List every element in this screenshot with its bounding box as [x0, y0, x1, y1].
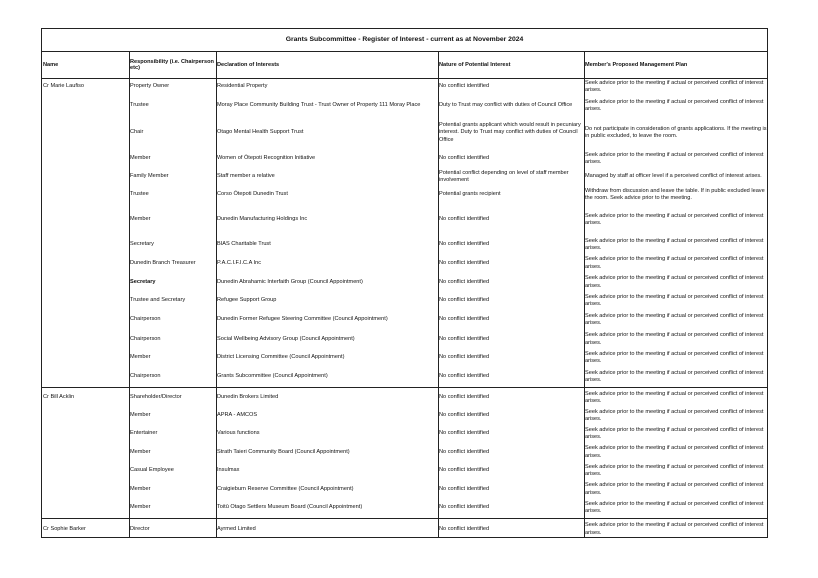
responsibility-cell: Secretary [130, 278, 156, 285]
declaration-cell: Dunedin Manufacturing Holdings Inc [217, 216, 308, 223]
management-plan-cell: Seek advice prior to the meeting if actual or perceived conflict of interest arises. [585, 463, 764, 477]
register-table [41, 28, 768, 538]
responsibility-cell: Trustee [130, 102, 149, 109]
nature-cell: No conflict identified [439, 278, 490, 285]
member-divider [42, 518, 767, 519]
management-plan-cell: Seek advice prior to the meeting if actual or perceived conflict of interest arises. [585, 312, 764, 326]
responsibility-cell: Shareholder/Director [130, 394, 182, 401]
responsibility-cell: Casual Employee [130, 467, 174, 474]
responsibility-cell: Member [130, 485, 151, 492]
nature-cell: No conflict identified [439, 485, 490, 492]
nature-cell: No conflict identified [439, 259, 490, 266]
nature-cell: No conflict identified [439, 412, 490, 419]
declaration-cell: Various functions [217, 430, 260, 437]
declaration-cell: APRA - AMCOS [217, 412, 258, 419]
management-plan-cell: Managed by staff at officer level if a perceived conflict of interest arises. [585, 173, 762, 180]
management-plan-cell: Seek advice prior to the meeting if actual or perceived conflict of interest arises. [585, 408, 764, 422]
responsibility-cell: Trustee [130, 191, 149, 198]
column-header-management-plan: Member's Proposed Management Plan [585, 61, 688, 68]
responsibility-cell: Secretary [130, 241, 154, 248]
nature-cell: No conflict identified [439, 504, 490, 511]
column-header-responsibility: Responsibility (i.e. Chairperson etc) [130, 58, 214, 71]
nature-cell: Potential grants applicant which would result in pecuniary interest. Duty to Trust may conflict with duties of Council Office [439, 122, 581, 143]
member-name: Cr Bill Acklin [43, 394, 75, 401]
column-header-nature: Nature of Potential Interest [439, 61, 511, 68]
management-plan-cell: Seek advice prior to the meeting if actual or perceived conflict of interest arises. [585, 369, 764, 383]
responsibility-cell: Property Owner [130, 83, 170, 90]
management-plan-cell: Seek advice prior to the meeting if actual or perceived conflict of interest arises. [585, 445, 764, 459]
declaration-cell: Refugee Support Group [217, 297, 277, 304]
responsibility-cell: Member [130, 448, 151, 455]
management-plan-cell: Seek advice prior to the meeting if actual or perceived conflict of interest arises. [585, 98, 764, 112]
member-name: Cr Marie Laufiso [43, 83, 85, 90]
declaration-cell: Strath Taieri Community Board (Council Appointment) [217, 448, 350, 455]
management-plan-cell: Seek advice prior to the meeting if actual or perceived conflict of interest arises. [585, 332, 764, 346]
nature-cell: No conflict identified [439, 216, 490, 223]
management-plan-cell: Do not participate in consideration of grants applications. If the meeting is in public excluded, to leave the room. [585, 125, 767, 139]
declaration-cell: BIAS Charitable Trust [217, 241, 271, 248]
nature-cell: Potential conflict depending on level of staff member involvement [439, 169, 569, 183]
responsibility-cell: Member [130, 412, 151, 419]
responsibility-cell: Member [130, 216, 151, 223]
column-header-name: Name [43, 61, 59, 68]
declaration-cell: Insulmax [217, 467, 240, 474]
declaration-cell: Dunedin Former Refugee Steering Committee (Council Appointment) [217, 316, 388, 323]
management-plan-cell: Seek advice prior to the meeting if actual or perceived conflict of interest arises. [585, 500, 764, 514]
responsibility-cell: Trustee and Secretary [130, 297, 186, 304]
nature-cell: No conflict identified [439, 354, 490, 361]
declaration-cell: Corso Ōtepoti Dunedin Trust [217, 191, 288, 198]
responsibility-cell: Entertainer [130, 430, 158, 437]
management-plan-cell: Seek advice prior to the meeting if actual or perceived conflict of interest arises. [585, 237, 764, 251]
responsibility-cell: Dunedin Branch Treasurer [130, 259, 196, 266]
declaration-cell: Social Wellbeing Advisory Group (Council Appointment) [217, 335, 355, 342]
declaration-cell: Ayrmed Limited [217, 525, 256, 532]
declaration-cell: Moray Place Community Building Trust - Trust Owner of Property 111 Moray Place [217, 102, 421, 109]
management-plan-cell: Seek advice prior to the meeting if actual or perceived conflict of interest arises. [585, 426, 764, 440]
declaration-cell: Dunedin Brokers Limited [217, 394, 279, 401]
management-plan-cell: Seek advice prior to the meeting if actual or perceived conflict of interest arises. [585, 275, 764, 289]
management-plan-cell: Withdraw from discussion and leave the table. If in public excluded leave the room. Seek advice prior to the meeting. [585, 187, 765, 201]
register-title: Grants Subcommittee - Register of Interest - current as at November 2024 [42, 29, 767, 52]
responsibility-cell: Member [130, 155, 151, 162]
responsibility-cell: Member [130, 354, 151, 361]
declaration-cell: Dunedin Abrahamic Interfaith Group (Council Appointment) [217, 278, 363, 285]
responsibility-cell: Member [130, 504, 151, 511]
declaration-cell: Residential Property [217, 83, 268, 90]
nature-cell: No conflict identified [439, 155, 490, 162]
nature-cell: No conflict identified [439, 335, 490, 342]
declaration-cell: Grants Subcommittee (Council Appointment) [217, 373, 328, 380]
member-divider [42, 387, 767, 388]
management-plan-cell: Seek advice prior to the meeting if actual or perceived conflict of interest arises. [585, 256, 764, 270]
responsibility-cell: Family Member [130, 173, 169, 180]
declaration-cell: Toitū Otago Settlers Museum Board (Council Appointment) [217, 504, 363, 511]
management-plan-cell: Seek advice prior to the meeting if actual or perceived conflict of interest arises. [585, 390, 764, 404]
declaration-cell: Craigieburn Reserve Committee (Council Appointment) [217, 485, 354, 492]
responsibility-cell: Chair [130, 129, 144, 136]
responsibility-cell: Chairperson [130, 373, 161, 380]
declaration-cell: Staff member a relative [217, 173, 275, 180]
declaration-cell: District Licensing Committee (Council Appointment) [217, 354, 345, 361]
nature-cell: No conflict identified [439, 394, 490, 401]
column-header-declaration: Declaration of Interests [217, 61, 280, 68]
management-plan-cell: Seek advice prior to the meeting if actual or perceived conflict of interest arises. [585, 151, 764, 165]
nature-cell: No conflict identified [439, 467, 490, 474]
nature-cell: No conflict identified [439, 525, 490, 532]
nature-cell: No conflict identified [439, 83, 490, 90]
nature-cell: No conflict identified [439, 373, 490, 380]
management-plan-cell: Seek advice prior to the meeting if actual or perceived conflict of interest arises. [585, 212, 764, 226]
declaration-cell: Women of Ōtepoti Recognition Initiative [217, 155, 316, 162]
nature-cell: No conflict identified [439, 241, 490, 248]
management-plan-cell: Seek advice prior to the meeting if actual or perceived conflict of interest arises. [585, 522, 764, 536]
declaration-cell: P.A.C.I.F.I.C.A Inc [217, 259, 262, 266]
responsibility-cell: Chairperson [130, 335, 161, 342]
nature-cell: No conflict identified [439, 297, 490, 304]
nature-cell: No conflict identified [439, 430, 490, 437]
management-plan-cell: Seek advice prior to the meeting if actual or perceived conflict of interest arises. [585, 79, 764, 93]
management-plan-cell: Seek advice prior to the meeting if actual or perceived conflict of interest arises. [585, 482, 764, 496]
declaration-cell: Otago Mental Health Support Trust [217, 129, 304, 136]
member-name: Cr Sophie Barker [43, 525, 86, 532]
management-plan-cell: Seek advice prior to the meeting if actual or perceived conflict of interest arises. [585, 293, 764, 307]
nature-cell: No conflict identified [439, 448, 490, 455]
nature-cell: Duty to Trust may conflict with duties of Council Office [439, 102, 573, 109]
nature-cell: No conflict identified [439, 316, 490, 323]
management-plan-cell: Seek advice prior to the meeting if actual or perceived conflict of interest arises. [585, 350, 764, 364]
responsibility-cell: Chairperson [130, 316, 161, 323]
responsibility-cell: Director [130, 525, 150, 532]
nature-cell: Potential grants recipient [439, 191, 501, 198]
